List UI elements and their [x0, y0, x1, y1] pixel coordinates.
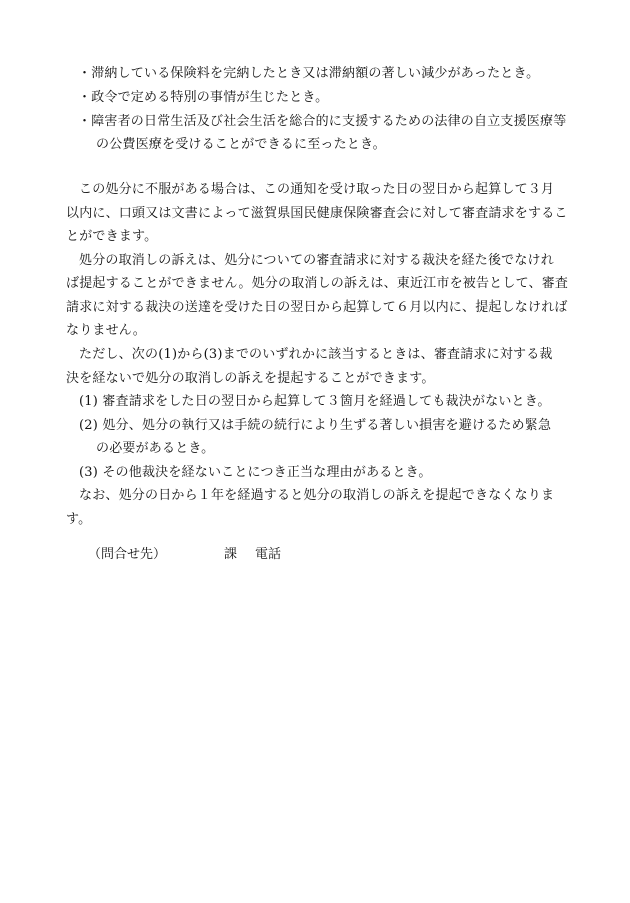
bullet-item-special-circumstances: ・政令で定める特別の事情が生じたとき。: [78, 90, 329, 105]
condition-item-1: (1) 審査請求をした日の翌日から起算して３箇月を経過しても裁決がないとき。: [79, 394, 551, 409]
bullet-item-public-medical: ・障害者の日常生活及び社会生活を総合的に支援するための法律の自立支援医療等: [78, 114, 567, 129]
condition-item-3: (3) その他裁決を経ないことにつき正当な理由があるとき。: [79, 465, 432, 480]
contact-section: 課: [224, 547, 238, 562]
contact-phone: 電話: [255, 547, 282, 562]
paragraph-line: この処分に不服がある場合は、この通知を受け取った日の翌日から起算して３月: [79, 182, 555, 197]
contact-label: （問合せ先）: [88, 547, 167, 562]
paragraph-line: ば提起することができません。処分の取消しの訴えは、東近江市を被告として、審査: [66, 276, 569, 291]
paragraph-line: す。: [66, 512, 92, 527]
paragraph-line: 決を経ないで処分の取消しの訴えを提起することができます。: [66, 371, 435, 386]
paragraph-line: なりません。: [66, 323, 146, 338]
paragraph-line: なお、処分の日から１年を経過すると処分の取消しの訴えを提起できなくなりま: [79, 488, 555, 503]
paragraph-line: とができます。: [66, 229, 158, 244]
paragraph-line: 以内に、口頭又は文書によって滋賀県国民健康保険審査会に対して審査請求をするこ: [66, 206, 568, 221]
condition-item-2-cont: の必要があるとき。: [96, 441, 215, 456]
condition-item-2: (2) 処分、処分の執行又は手続の続行により生ずる著しい損害を避けるため緊急: [79, 418, 552, 433]
paragraph-line: ただし、次の(1)から(3)までのいずれかに該当するときは、審査請求に対する裁: [79, 347, 553, 362]
paragraph-line: 請求に対する裁決の送達を受けた日の翌日から起算して６月以内に、提起しなければ: [66, 300, 568, 315]
bullet-item-public-medical-cont: の公費医療を受けることができるに至ったとき。: [96, 137, 386, 152]
paragraph-line: 処分の取消しの訴えは、処分についての審査請求に対する裁決を経た後でなけれ: [79, 253, 554, 268]
bullet-item-arrears: ・滞納している保険料を完納したとき又は滞納額の著しい減少があったとき。: [78, 66, 540, 81]
